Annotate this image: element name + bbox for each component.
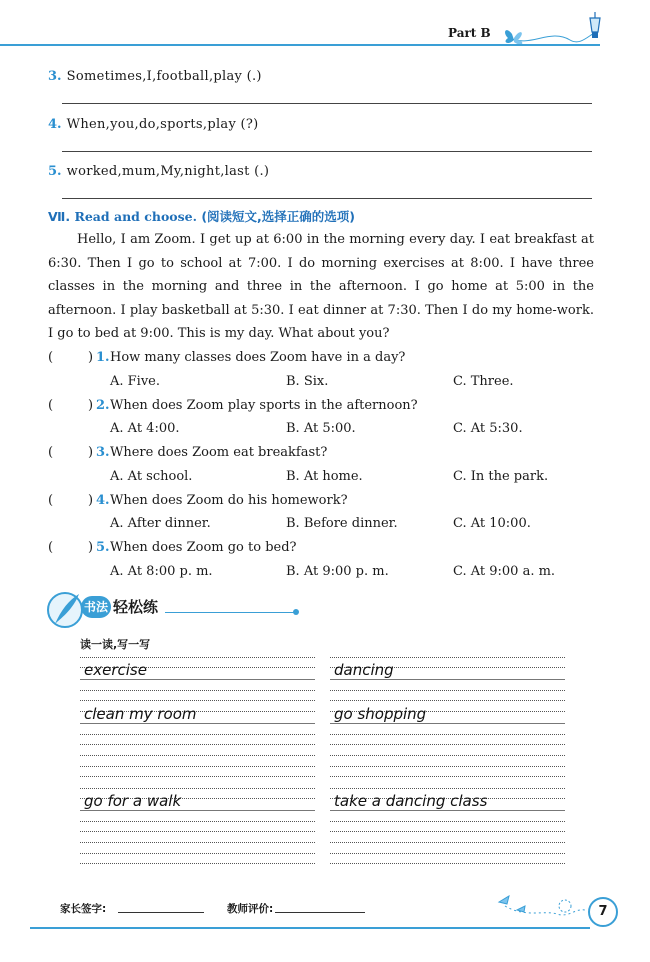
handwriting-title: 轻松练 [113, 598, 159, 616]
header-part-label: Part B [448, 26, 491, 40]
answer-line-4[interactable] [62, 151, 592, 152]
q4-option-b[interactable]: B. Before dinner. [286, 516, 398, 531]
parent-signature-field[interactable] [118, 912, 204, 913]
handwriting-subtitle: 读一读,写一写 [80, 638, 151, 651]
page-number: 7 [588, 897, 618, 927]
q2-option-c[interactable]: C. At 5:30. [453, 421, 523, 436]
footer-rule [30, 927, 590, 929]
q5-option-b[interactable]: B. At 9:00 p. m. [286, 564, 389, 579]
word-go-for-a-walk: go for a walk [84, 792, 182, 810]
header-dot [293, 609, 299, 615]
q2-option-b[interactable]: B. At 5:00. [286, 421, 356, 436]
q5-option-c[interactable]: C. At 9:00 a. m. [453, 564, 556, 579]
word-go-shopping: go shopping [334, 705, 427, 723]
q1-option-c[interactable]: C. Three. [453, 374, 514, 389]
word-clean-my-room: clean my room [84, 705, 197, 723]
butterfly-lantern-icon [500, 8, 610, 48]
footer-bird-icon [495, 880, 590, 920]
q1-option-b[interactable]: B. Six. [286, 374, 329, 389]
q3-option-b[interactable]: B. At home. [286, 469, 363, 484]
q1-option-a[interactable]: A. Five. [110, 374, 161, 389]
parent-signature-label: 家长签字: [60, 903, 107, 915]
answer-line-3[interactable] [62, 103, 592, 104]
q2-option-a[interactable]: A. At 4:00. [110, 421, 180, 436]
q4-option-a[interactable]: A. After dinner. [110, 516, 211, 531]
q4-option-c[interactable]: C. At 10:00. [453, 516, 531, 531]
word-exercise: exercise [84, 661, 147, 679]
header-rule [0, 44, 600, 46]
word-take-a-dancing-class: take a dancing class [334, 792, 488, 810]
quill-icon [45, 590, 85, 630]
q5-option-a[interactable]: A. At 8:00 p. m. [110, 564, 213, 579]
section-title: Ⅶ. Read and choose. (阅读短文,选择正确的选项) [48, 209, 356, 224]
rewrite-item-3: 3. Sometimes,I,football,play (.) [48, 69, 262, 84]
handwriting-badge: 书法 [81, 596, 111, 618]
q3-option-a[interactable]: A. At school. [110, 469, 193, 484]
word-dancing: dancing [334, 661, 394, 679]
rewrite-item-5: 5. worked,mum,My,night,last (.) [48, 164, 270, 179]
answer-line-5[interactable] [62, 198, 592, 199]
teacher-evaluation-label: 教师评价: [227, 903, 274, 915]
rewrite-item-4: 4. When,you,do,sports,play (?) [48, 117, 259, 132]
header-underline [165, 612, 295, 613]
reading-passage: Hello, I am Zoom. I get up at 6:00 in the morning every day. I eat breakfast at 6:30. Then I go to school at 7:00. I do morning exercises at 8:00. I have three classes in the morning and three in the afternoon. I go home at 5:00 in the afternoon. I play basketball at 5:30. I eat dinner at 7:30. Then I do my home-work. I go to bed at 9:00. This is my day. What about you? [48, 232, 594, 342]
q3-option-c[interactable]: C. In the park. [453, 469, 549, 484]
teacher-evaluation-field[interactable] [275, 912, 365, 913]
